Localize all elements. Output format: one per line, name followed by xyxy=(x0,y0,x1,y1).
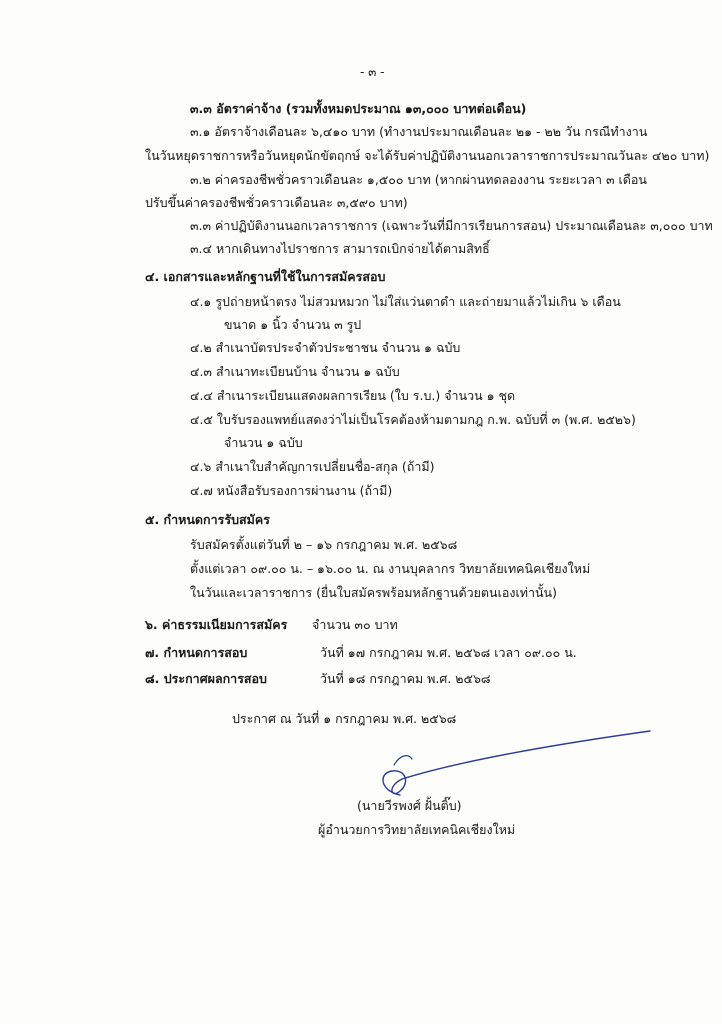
section-3-3-item-1-line-1: ๓.๑ อัตราจ้างเดือนละ ๖,๔๑๐ บาท (ทำงานประมาณเดือนละ ๒๑ - ๒๒ วัน กรณีทำงาน xyxy=(190,124,648,139)
section-4-item-6: ๔.๖ สำเนาใบสำคัญการเปลี่ยนชื่อ-สกุล (ถ้ามี) xyxy=(190,459,435,474)
section-4-item-7: ๔.๗ หนังสือรับรองการผ่านงาน (ถ้ามี) xyxy=(190,483,393,498)
section-5-line-3: ในวันและเวลาราชการ (ยื่นใบสมัครพร้อมหลักฐานด้วยตนเองเท่านั้น) xyxy=(190,585,557,600)
section-3-3-item-1-line-2: ในวันหยุดราชการหรือวันหยุดนักขัตฤกษ์ จะได้รับค่าปฏิบัติงานนอกเวลาราชการประมาณวันละ ๔๒๐ บาท) xyxy=(145,148,710,163)
section-4-item-1-line-1: ๔.๑ รูปถ่ายหน้าตรง ไม่สวมหมวก ไม่ใส่แว่นตาดำ และถ่ายมาแล้วไม่เกิน ๖ เดือน xyxy=(190,294,621,309)
section-4-item-5-line-2: จำนวน ๑ ฉบับ xyxy=(224,435,303,450)
section-7-heading: ๗. กำหนดการสอบ xyxy=(145,645,248,660)
section-3-3-heading: ๓.๓ อัตราค่าจ้าง (รวมทั้งหมดประมาณ ๑๓,๐๐๐ บาทต่อเดือน) xyxy=(190,101,527,116)
section-5-line-2: ตั้งแต่เวลา ๐๙.๐๐ น. – ๑๖.๐๐ น. ณ งานบุคลากร วิทยาลัยเทคนิคเชียงใหม่ xyxy=(190,561,591,576)
announcement-date: ประกาศ ณ วันที่ ๑ กรกฎาคม พ.ศ. ๒๕๖๘ xyxy=(232,711,457,726)
section-3-3-item-2-line-2: ปรับขึ้นค่าครองชีพชั่วคราวเดือนละ ๓,๕๙๐ บาท) xyxy=(145,195,408,210)
section-7-value: วันที่ ๑๗ กรกฎาคม พ.ศ. ๒๕๖๘ เวลา ๐๙.๐๐ น. xyxy=(320,645,577,660)
section-6-value: จำนวน ๓๐ บาท xyxy=(312,617,398,632)
section-4-heading: ๔. เอกสารและหลักฐานที่ใช้ในการสมัครสอบ xyxy=(145,269,386,284)
section-4-item-1-line-2: ขนาด ๑ นิ้ว จำนวน ๓ รูป xyxy=(224,317,362,332)
signature-icon xyxy=(330,725,660,805)
section-4-item-3: ๔.๓ สำเนาทะเบียนบ้าน จำนวน ๑ ฉบับ xyxy=(190,364,400,379)
section-6-heading: ๖. ค่าธรรมเนียมการสมัคร xyxy=(145,617,288,632)
section-3-3-item-3: ๓.๓ ค่าปฏิบัติงานนอกเวลาราชการ (เฉพาะวันที่มีการเรียนการสอน) ประมาณเดือนละ ๓,๐๐๐ บาท xyxy=(190,218,713,233)
section-4-item-4: ๔.๔ สำเนาระเบียนแสดงผลการเรียน (ใบ ร.บ.) จำนวน ๑ ชุด xyxy=(190,388,516,403)
section-5-line-1: รับสมัครตั้งแต่วันที่ ๒ – ๑๖ กรกฎาคม พ.ศ. ๒๕๖๘ xyxy=(190,537,458,552)
section-4-item-5-line-1: ๔.๕ ใบรับรองแพทย์แสดงว่าไม่เป็นโรคต้องห้ามตามกฎ ก.พ. ฉบับที่ ๓ (พ.ศ. ๒๕๒๖) xyxy=(190,412,636,427)
signer-name: (นายวีรพงศ์ ฝั้นติ๊บ) xyxy=(357,798,462,813)
section-3-3-item-4: ๓.๔ หากเดินทางไปราชการ สามารถเบิกจ่ายได้ตามสิทธิ์ xyxy=(190,241,490,256)
page-number: - ๓ - xyxy=(360,65,385,79)
section-8-value: วันที่ ๑๘ กรกฎาคม พ.ศ. ๒๕๖๘ xyxy=(320,671,491,686)
section-3-3-item-2-line-1: ๓.๒ ค่าครองชีพชั่วคราวเดือนละ ๑,๕๐๐ บาท (หากผ่านทดลองงาน ระยะเวลา ๓ เดือน xyxy=(190,172,647,187)
section-8-heading: ๘. ประกาศผลการสอบ xyxy=(145,671,267,686)
signer-position: ผู้อำนวยการวิทยาลัยเทคนิคเชียงใหม่ xyxy=(318,822,516,837)
section-4-item-2: ๔.๒ สำเนาบัตรประจำตัวประชาชน จำนวน ๑ ฉบับ xyxy=(190,340,461,355)
section-5-heading: ๕. กำหนดการรับสมัคร xyxy=(145,512,270,527)
